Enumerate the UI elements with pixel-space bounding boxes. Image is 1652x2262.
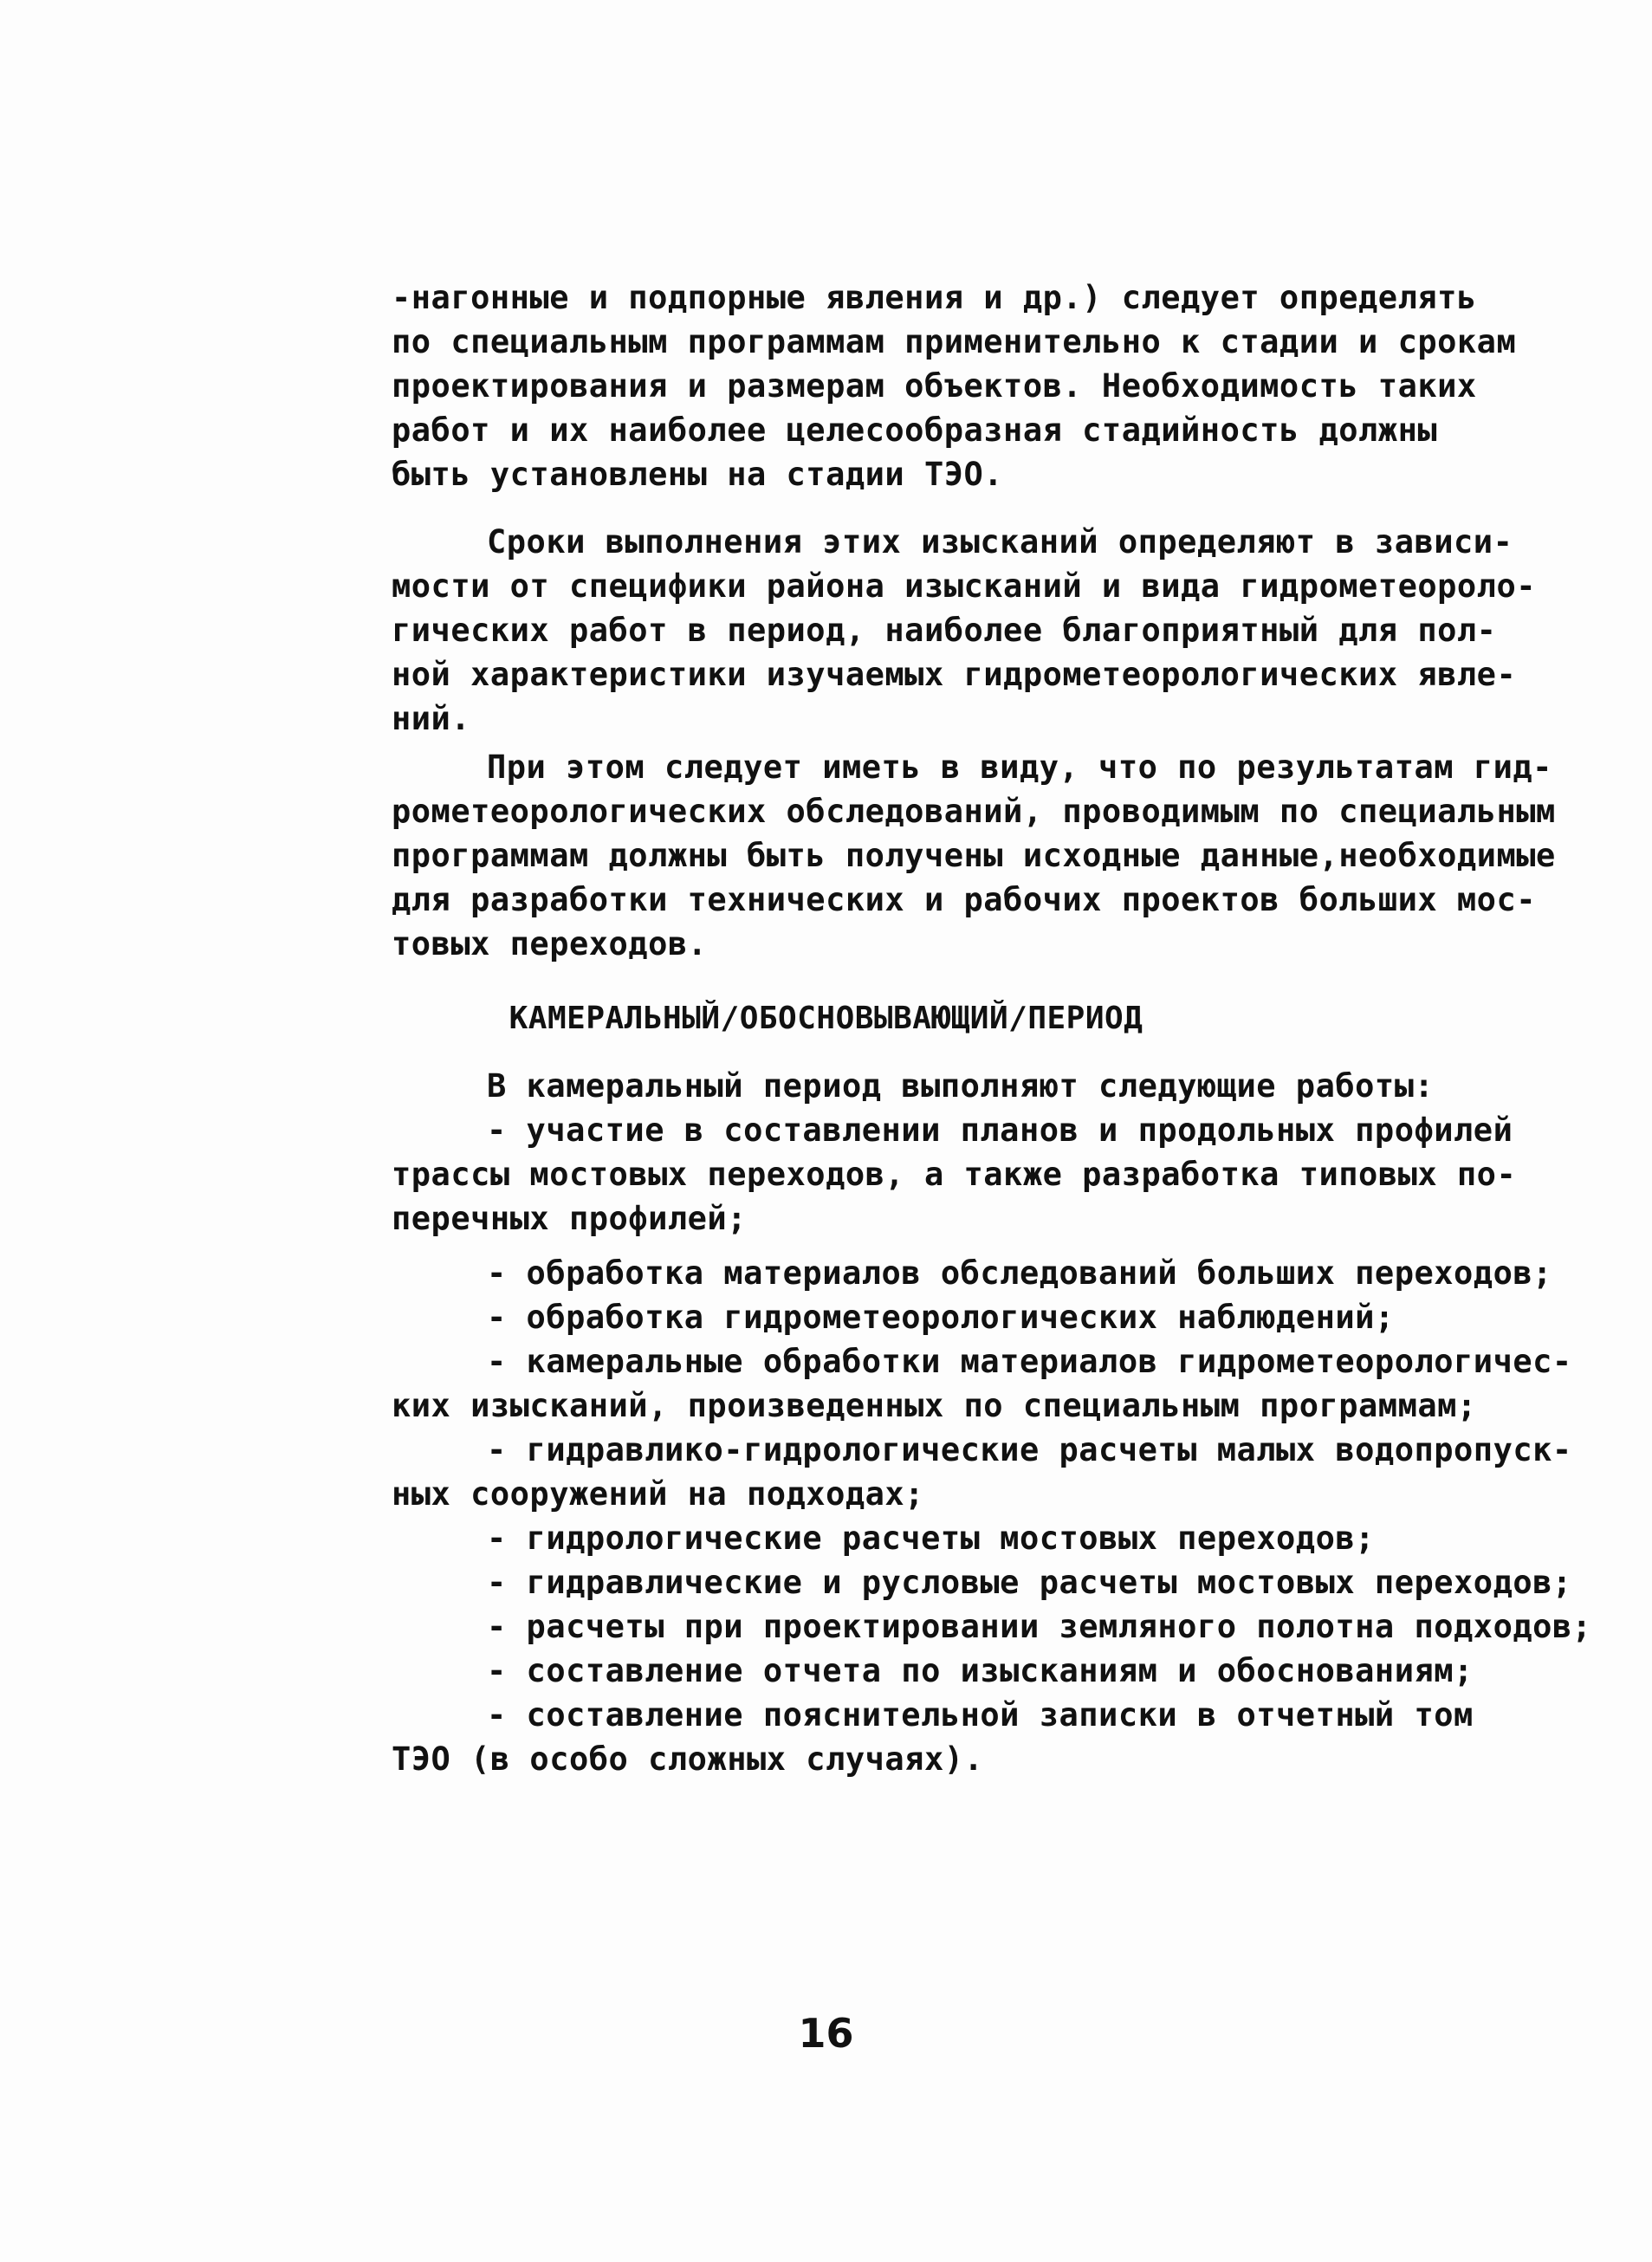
work-list [392,1064,1592,1781]
paragraph-1 [392,275,1518,496]
section-heading: КАМЕРАЛЬНЫЙ/ОБОСНОВЫВАЮЩИЙ/ПЕРИОД [509,1001,1143,1036]
list-item-continuation: ТЭО (в особо сложных случаях). [392,1740,984,1778]
text-line: -нагонные и подпорные явления и др.) следует определять [392,279,1477,316]
list-item: - гидрологические расчеты мостовых переходов; [487,1520,1375,1557]
text-line: ний. [392,700,471,737]
text-line: проектирования и размерам объектов. Необходимость таких [392,367,1477,405]
list-intro: В камеральный период выполняют следующие работы: [487,1067,1435,1105]
list-item: - гидравлические и русловые расчеты мостовых переходов; [487,1564,1572,1601]
text-line: Сроки выполнения этих изысканий определяют в зависи- [487,523,1513,561]
list-item-continuation: ных сооружений на подходах; [392,1475,924,1513]
text-line: товых переходов. [392,925,708,962]
text-line: гических работ в период, наиболее благоприятный для пол- [392,612,1497,649]
text-line: для разработки технических и рабочих проектов больших мос- [392,881,1537,918]
spacer [392,1241,1518,1251]
list-item-continuation: ких изысканий, произведенных по специальным программам; [392,1387,1477,1424]
page-number: 16 [798,2010,854,2057]
list-item: - участие в составлении планов и продольных профилей [487,1112,1513,1149]
list-item: - обработка гидрометеорологических наблюдений; [487,1299,1395,1336]
text-line: быть установлены на стадии ТЭО. [392,456,1004,493]
list-item: - расчеты при проектировании земляного полотна подходов; [487,1608,1592,1645]
list-item: - гидравлико-гидрологические расчеты малых водопропуск- [487,1431,1572,1468]
text-line: программам должны быть получены исходные данные,необходимые [392,837,1556,874]
list-item: - камеральные обработки материалов гидрометеорологичес- [487,1343,1572,1380]
text-line: работ и их наиболее целесообразная стадийность должны [392,412,1438,449]
list-item: - обработка материалов обследований больших переходов; [487,1254,1552,1292]
list-item-continuation: перечных профилей; [392,1200,747,1237]
text-line: по специальным программам применительно к стадии и срокам [392,323,1517,360]
paragraph-3 [392,745,1556,966]
text-line: рометеорологических обследований, проводимым по специальным [392,793,1556,830]
text-line: мости от специфики района изысканий и вида гидрометеороло- [392,567,1537,605]
paragraph-2 [392,520,1537,741]
text-line: При этом следует иметь в виду, что по результатам гид- [487,749,1552,786]
list-item-continuation: трассы мостовых переходов, а также разработка типовых по- [392,1156,1517,1193]
text-line: ной характеристики изучаемых гидрометеорологических явле- [392,656,1517,693]
list-item: - составление пояснительной записки в отчетный том [487,1696,1474,1734]
list-item: - составление отчета по изысканиям и обоснованиям; [487,1652,1474,1689]
